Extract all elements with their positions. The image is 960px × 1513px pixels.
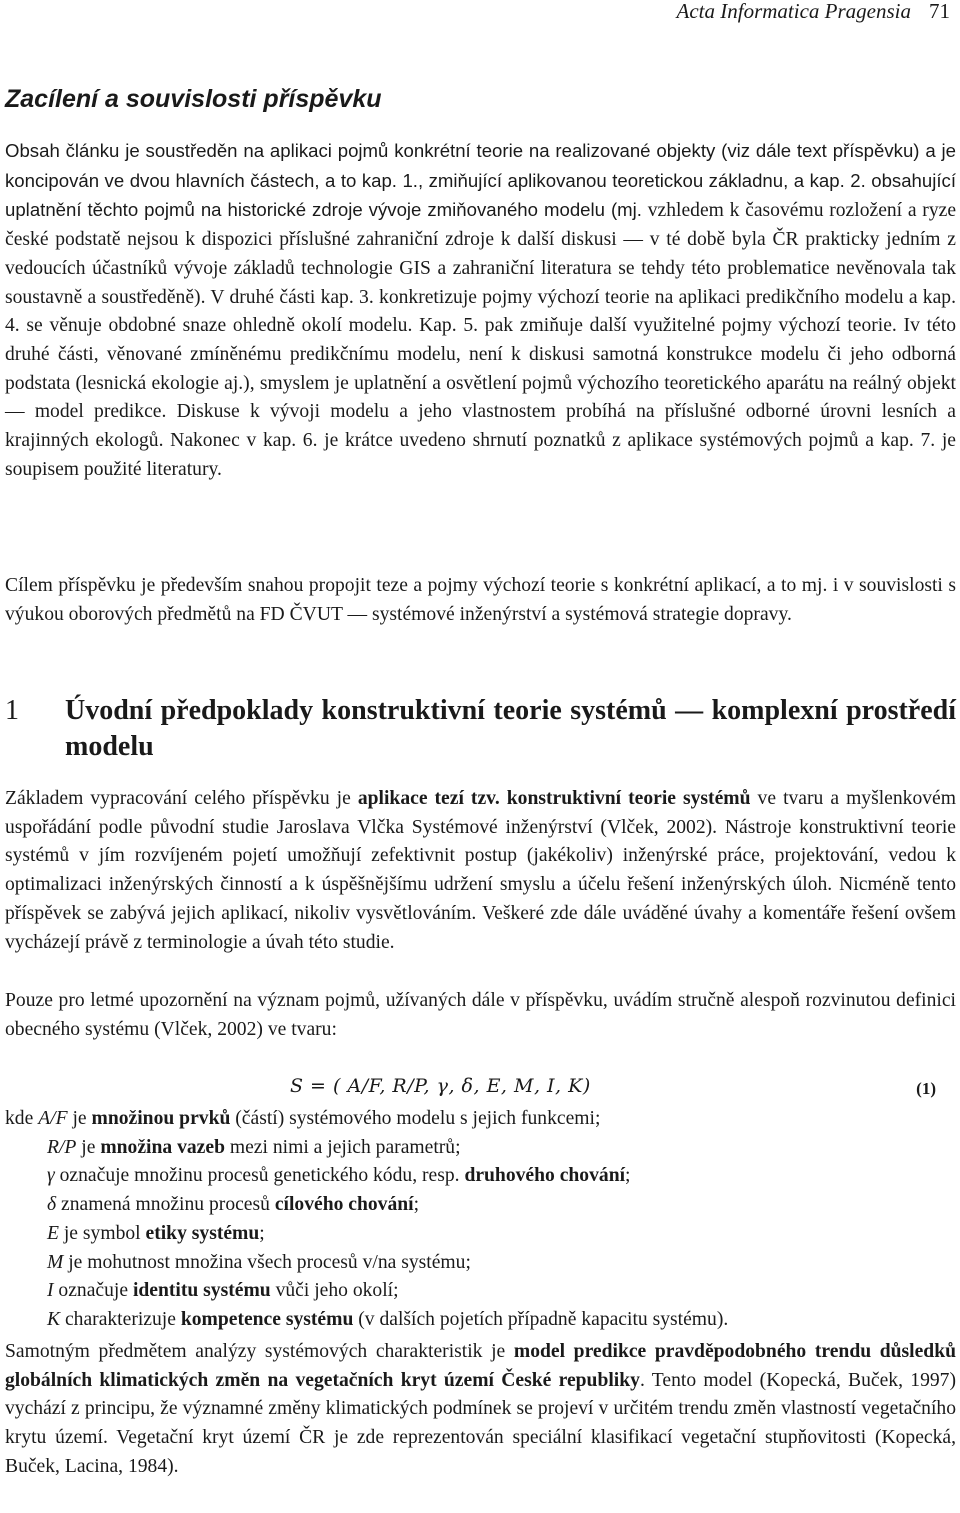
closing-bold-term: model predikce pravděpodobného trendu důsledků globálních klimatických změn na vegetačních kryt území České republiky <box>5 1341 956 1391</box>
definition-list <box>5 1105 956 1335</box>
definition-intro-paragraph: Pouze pro letmé upozornění na význam pojmů, užívaných dále v příspěvku, uvádím stručně alespoň rozvinutou definici obecného systému (Vlček, 2002) ve tvaru: <box>5 990 956 1040</box>
definition-item: K charakterizuje kompetence systému (v dalších pojetích případně kapacitu systému). <box>47 1308 729 1330</box>
section-title: Zacílení a souvislosti příspěvku <box>5 85 382 113</box>
intro-sans-text: Obsah článku je soustředěn na aplikaci pojmů konkrétní teorie na realizované objekty (viz dále text příspěvku) a je koncipován ve dvou hlavních částech, a to kap. 1., zmiňující aplikovanou teoretickou základnu, a kap. 2. obsahující uplatnění těchto pojmů na historické zdroje vývoje zmiňovaného modelu (mj. <box>5 140 956 221</box>
definition-item: δ znamená množinu procesů cílového chování; <box>47 1194 420 1216</box>
definition-item: I označuje identitu systému vůči jeho okolí; <box>47 1280 399 1302</box>
equation-formula: S = ( A/F, R/P, γ, δ, E, M, I, K) <box>290 1075 591 1097</box>
definition-item: γ označuje množinu procesů genetického kódu, resp. druhového chování; <box>47 1165 631 1187</box>
chapter-title: Úvodní předpoklady konstruktivní teorie systémů — komplexní prostředí modelu <box>65 695 956 762</box>
basis-paragraph <box>5 785 956 957</box>
definition-item: kde A/F je množinou prvků (částí) systémového modelu s jejich funkcemi; <box>5 1108 601 1129</box>
closing-paragraph <box>5 1338 956 1482</box>
aim-paragraph: Cílem příspěvku je především snahou propojit teze a pojmy výchozí teorie s konkrétní aplikací, a to mj. i v souvislosti s výukou oborových předmětů na FD ČVUT — systémové inženýrství a systémová strategie dopravy. <box>5 575 956 625</box>
page-number: 71 <box>929 0 950 23</box>
chapter-heading <box>5 693 956 765</box>
definition-item: E je symbol etiky systému; <box>47 1222 265 1244</box>
closing-text-c: . Tento model (Kopecká, Buček, 1997) vychází z principu, že významné změny klimatických podmínek se projeví v určitém trendu změn vlastností vegetačního krytu území. Vegetační kryt území ČR je zde reprezentován speciální klasifikací vegetační stupňovitosti (Kopecká, Buček, Lacina, 1984). <box>5 1369 956 1477</box>
journal-name: Acta Informatica Pragensia <box>676 0 911 23</box>
closing-text-a: Samotným předmětem analýzy systémových charakteristik je <box>5 1341 506 1362</box>
equation-number: (1) <box>916 1079 936 1098</box>
running-header <box>677 0 950 24</box>
definition-item: R/P je množina vazeb mezi nimi a jejich parametrů; <box>47 1136 461 1158</box>
intro-serif-text: vzhledem k časovému rozložení a ryze české podstatě nejsou k dispozici příslušné zahraniční zdroje k další diskusi — v té době byla ČR prakticky jedním z vedoucích účastníků vývoje základů technologie GIS a zahraniční literatura se tehdy této problematice nevěnovala tak soustavně a soustředěně). V druhé části kap. 3. konkretizuje pojmy výchozí teorie na aplikaci predikčního modelu a kap. 4. se věnuje obdobné snaze ohledně okolí modelu. Kap. 5. pak zmiňuje další využitelné pojmy výchozí teorie. Iv této druhé části, věnované zmíněnému predikčnímu modelu, není k diskusi samotná konstrukce modelu či jeho odborná podstata (lesnická ekologie aj.), smyslem je uplatnění a osvětlení pojmů výchozího teoretického aparátu na reálný objekt — model predikce. Diskuse k vývoji modelu a jeho vlastnostem probíhá na příslušné odborné úrovni lesních a krajinných ekologů. Nakonec v kap. 6. je krátce uvedeno shrnutí poznatků z aplikace systémových pojmů a kap. 7. je soupisem použité literatury. <box>5 200 957 480</box>
definition-item: M je mohutnost množina všech procesů v/na systému; <box>47 1251 471 1273</box>
basis-text-c: ve tvaru a myšlenkovém uspořádání podle původní studie Jaroslava Vlčka Systémové inženýrství (Vlček, 2002). Nástroje konstruktivní teorie systémů v jím rozvíjeném pojetí umožňují zefektivnit postup (jakékoliv) inženýrské práce, projektování, vedou k optimalizaci inženýrských činností a k úspěšnějšímu udržení smyslu a účelu řešení inženýrských úloh. Nicméně tento příspěvek se zabývá jejich aplikací, nikoliv vysvětlováním. Veškeré zde dále uváděné úvahy a komentáře řešení ovšem vycházejí právě z terminologie a úvah této studie. <box>5 788 956 953</box>
basis-text-a: Základem vypracování celého příspěvku je <box>5 788 351 809</box>
chapter-number: 1 <box>5 695 19 726</box>
system-equation <box>5 1075 956 1105</box>
basis-bold-term: aplikace tezí tzv. konstruktivní teorie systémů <box>357 788 751 809</box>
intro-paragraph <box>5 137 956 484</box>
